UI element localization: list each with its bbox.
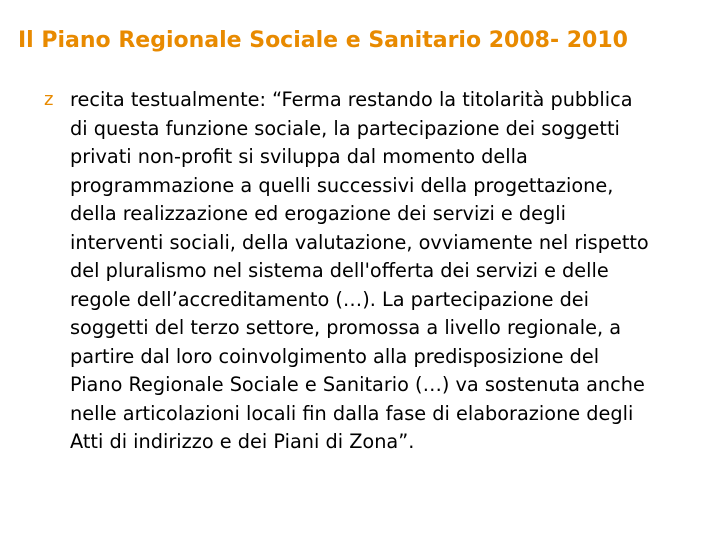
slide-title: Il Piano Regionale Sociale e Sanitario 2008- 2010 xyxy=(18,28,628,53)
body-line: Piano Regionale Sociale e Sanitario (…) va sostenuta anche xyxy=(70,373,645,396)
body-line: di questa funzione sociale, la partecipazione dei soggetti xyxy=(70,116,620,140)
z-bullet-icon: z xyxy=(44,89,54,110)
body-line: privati non-profit si sviluppa dal momento della xyxy=(70,145,528,168)
body-line: del pluralismo nel sistema dell'offerta dei servizi e delle xyxy=(70,259,609,282)
body-line: partire dal loro coinvolgimento alla predisposizione del xyxy=(70,344,600,368)
bullet-text xyxy=(70,86,710,457)
body-line: nelle articolazioni locali fin dalla fase di elaborazione degli xyxy=(70,401,634,425)
body-line: della realizzazione ed erogazione dei servizi e degli xyxy=(70,202,566,225)
body-line: soggetti del terzo settore, promossa a livello regionale, a xyxy=(70,316,622,339)
body-line: recita testualmente: “Ferma restando la titolarità pubblica xyxy=(70,88,633,111)
body-line: interventi sociali, della valutazione, ovviamente nel rispetto xyxy=(70,230,649,254)
body-line: programmazione a quelli successivi della progettazione, xyxy=(70,173,614,197)
body-line: regole dell’accreditamento (…). La partecipazione dei xyxy=(70,287,590,311)
body-line: Atti di indirizzo e dei Piani di Zona”. xyxy=(70,430,415,453)
